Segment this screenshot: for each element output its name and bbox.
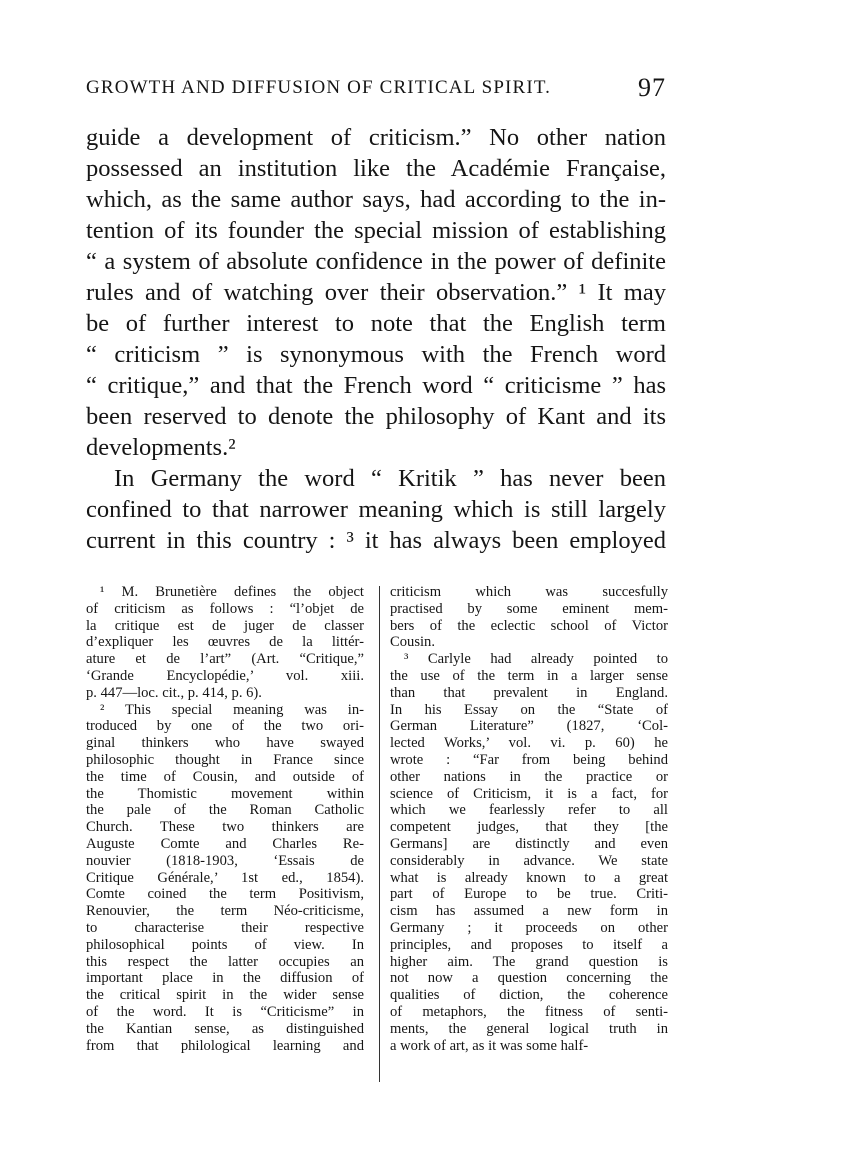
footnote-line: Critique Générale,’ 1st ed., 1854).: [86, 869, 364, 886]
footnote-line: what is already known to a great: [390, 869, 668, 886]
running-head: [86, 70, 666, 106]
footnote-line: ² This special meaning was in-: [100, 701, 364, 718]
text-line: “ criticism ” is synonymous with the French word: [86, 341, 666, 368]
footnote-line: higher aim. The grand question is: [390, 953, 668, 970]
text-line: rules and of watching over their observation.” ¹ It may: [86, 279, 666, 306]
footnote-line: important place in the diffusion of: [86, 970, 364, 987]
footnote-line: ginal thinkers who have swayed: [86, 735, 364, 752]
footnote-line: of metaphors, the fitness of senti-: [390, 1003, 668, 1020]
text-line: “ a system of absolute confidence in the power of definite: [86, 248, 666, 275]
text-line: be of further interest to note that the English term: [86, 310, 666, 337]
footnote-line: from that philological learning and: [86, 1037, 364, 1054]
footnotes: [86, 584, 668, 1094]
footnote-line: the critical spirit in the wider sense: [86, 987, 364, 1004]
footnote-line: p. 447—loc. cit., p. 414, p. 6).: [86, 684, 262, 701]
footnote-line: qualities of diction, the coherence: [390, 987, 668, 1004]
footnote-line: the Kantian sense, as distinguished: [86, 1020, 364, 1037]
footnote-line: ature et de l’art” (Art. “Critique,”: [86, 651, 364, 668]
footnote-line: of criticism as follows : “l’objet de: [86, 600, 364, 617]
footnotes-right-column: [390, 584, 668, 1054]
footnote-line: science of Criticism, it is a fact, for: [390, 785, 668, 802]
footnote-line: the Thomistic movement within: [86, 785, 364, 802]
footnote-line: the use of the term in a larger sense: [390, 667, 668, 684]
footnote-line: philosophic thought in France since: [86, 751, 364, 768]
footnote-line: this respect the latter occupies an: [86, 953, 364, 970]
footnote-line: d’expliquer les œuvres de la littér-: [86, 634, 364, 651]
page-number: 97: [638, 73, 666, 102]
footnote-line: Renouvier, the term Néo-criticisme,: [86, 903, 364, 920]
footnote-line: ¹ M. Brunetière defines the object: [100, 584, 364, 600]
column-divider: [379, 586, 380, 1082]
text-line: possessed an institution like the Académie Française,: [86, 155, 666, 182]
footnote-line: criticism which was succesfully: [390, 584, 668, 600]
text-line: developments.²: [86, 434, 236, 461]
footnote-line: part of Europe to be true. Criti-: [390, 886, 668, 903]
text-line: current in this country : ³ it has always been employed: [86, 527, 666, 554]
footnotes-left-column: [86, 584, 364, 1054]
footnote-line: other nations in the practice or: [390, 768, 668, 785]
footnote-line: ‘Grande Encyclopédie,’ vol. xiii.: [86, 667, 364, 684]
footnote-line: to characterise their respective: [86, 919, 364, 936]
footnote-line: not now a question concerning the: [390, 970, 668, 987]
footnote-line: philosophical points of view. In: [86, 936, 364, 953]
main-text: [86, 122, 666, 556]
footnote-line: the pale of the Roman Catholic: [86, 802, 364, 819]
footnote-line: the time of Cousin, and outside of: [86, 768, 364, 785]
text-line: tention of its founder the special mission of establishing: [86, 217, 666, 244]
footnote-line: wrote : “Far from being behind: [390, 751, 668, 768]
footnote-line: nouvier (1818-1903, ‘Essais de: [86, 852, 364, 869]
footnote-line: ³ Carlyle had already pointed to: [404, 651, 668, 668]
footnote-line: Germany ; it proceeds on other: [390, 919, 668, 936]
footnote-line: In his Essay on the “State of: [390, 701, 668, 718]
footnote-line: Germans] are distinctly and even: [390, 835, 668, 852]
footnote-line: troduced by one of the two ori-: [86, 718, 364, 735]
footnote-line: a work of art, as it was some half-: [390, 1037, 589, 1054]
footnote-line: practised by some eminent mem-: [390, 600, 668, 617]
footnote-line: Church. These two thinkers are: [86, 819, 364, 836]
text-line: In Germany the word “ Kritik ” has never been: [114, 465, 666, 492]
footnote-line: Comte coined the term Positivism,: [86, 886, 364, 903]
footnote-line: than that prevalent in England.: [390, 684, 668, 701]
footnote-line: ments, the general logical truth in: [390, 1020, 668, 1037]
footnote-line: competent judges, that they [the: [390, 819, 668, 836]
footnote-line: lected Works,’ vol. vi. p. 60) he: [390, 735, 668, 752]
footnote-line: considerably in advance. We state: [390, 852, 668, 869]
footnote-line: Auguste Comte and Charles Re-: [86, 835, 364, 852]
running-title: GROWTH AND DIFFUSION OF CRITICAL SPIRIT.: [86, 77, 552, 98]
footnote-line: which we fearlessly refer to all: [390, 802, 668, 819]
footnote-line: la critique est de juger de classer: [86, 617, 364, 634]
text-line: been reserved to denote the philosophy of Kant and its: [86, 403, 666, 430]
text-line: which, as the same author says, had according to the in-: [86, 186, 666, 213]
text-line: “ critique,” and that the French word “ criticisme ” has: [86, 372, 666, 399]
text-line: guide a development of criticism.” No other nation: [86, 124, 666, 151]
footnote-line: Cousin.: [390, 634, 436, 651]
footnote-line: of the word. It is “Criticisme” in: [86, 1003, 364, 1020]
footnote-line: cism has assumed a new form in: [390, 903, 668, 920]
footnote-line: German Literature” (1827, ‘Col-: [390, 718, 668, 735]
footnote-line: principles, and proposes to itself a: [390, 936, 668, 953]
footnote-line: bers of the eclectic school of Victor: [390, 617, 668, 634]
text-line: confined to that narrower meaning which is still largely: [86, 496, 666, 523]
